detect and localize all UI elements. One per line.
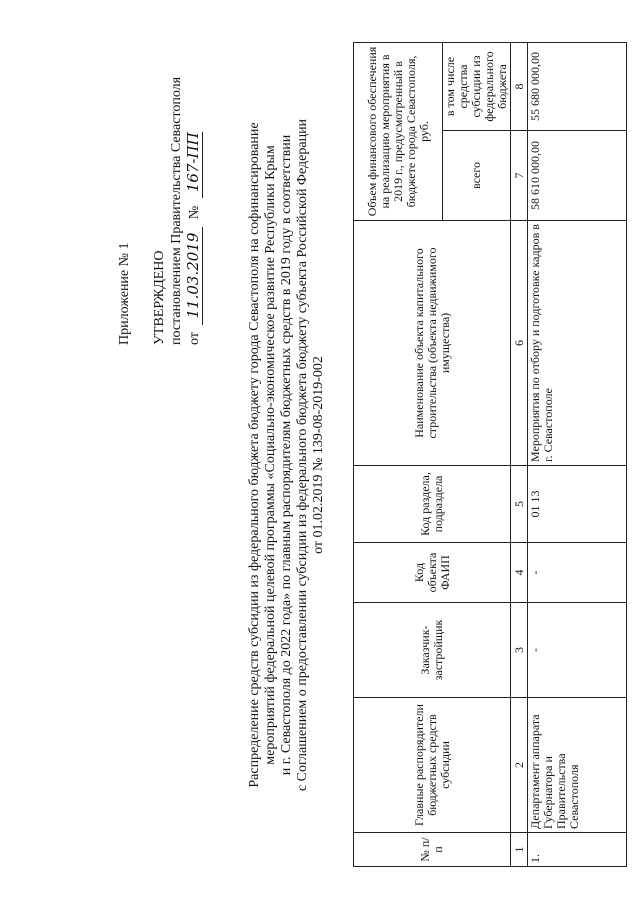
distribution-table: [353, 42, 627, 867]
column-number: 2: [511, 698, 528, 833]
title-line-5: от 01.02.2019 № 139-08-2019-002: [311, 356, 326, 554]
header-faip-code: Код объекта ФАИП: [354, 543, 511, 603]
approved-label: УТВЕРЖДЕНО: [152, 250, 167, 345]
handwritten-number: 167-ПП: [185, 132, 203, 198]
number-label: №: [187, 205, 202, 220]
document-title: [247, 95, 327, 815]
header-customer: Заказчик-застройщик: [354, 603, 511, 698]
row-object-name: Мероприятия по отбору и подготовке кадров в г. Севастополе: [528, 221, 627, 466]
column-number: 1: [511, 833, 528, 867]
row-manager: Департамент аппарата Губернатора и Правительства Севастополя: [528, 698, 627, 833]
column-number: 3: [511, 603, 528, 698]
row-faip-code: -: [528, 543, 627, 603]
table-header-row: [354, 43, 443, 867]
title-line-1: Распределение средств субсидии из федерального бюджета бюджету города Севастополя на софинансирование: [247, 122, 262, 788]
row-total: 58 610 000,00: [528, 131, 627, 221]
column-number: 4: [511, 543, 528, 603]
column-number: 7: [511, 131, 528, 221]
title-line-2: мероприятий федеральной целевой программы «Социально-экономическое развитие Республики Крым: [263, 145, 278, 765]
decree-date-number: [185, 15, 203, 345]
appendix-label: Приложение № 1: [117, 242, 132, 345]
row-section-code: 01 13: [528, 466, 627, 543]
column-number-row: [511, 43, 528, 867]
row-number: 1.: [528, 833, 627, 867]
header-total: всего: [443, 131, 511, 221]
title-line-4: с Соглашением о предоставлении субсидии из федерального бюджета бюджету субъекта Российской Федерации: [295, 118, 310, 792]
header-object-name: Наименование объекта капитального строительства (объекта недвижимого имущества): [354, 221, 511, 466]
handwritten-date: 11.03.2019: [185, 227, 203, 325]
row-federal: 55 680 000,00: [528, 43, 627, 131]
header-number: № п/п: [354, 833, 511, 867]
header-managers: Главные распорядители бюджетных средств субсидии: [354, 698, 511, 833]
from-label: от: [187, 332, 202, 345]
table-row: [528, 43, 627, 867]
decree-label: постановлением Правительства Севастополя: [169, 76, 184, 345]
header-federal: в том числе средства субсидии из федерального бюджета: [443, 43, 511, 131]
header-section-code: Код раздела, подраздела: [354, 466, 511, 543]
title-line-3: и г. Севастополя до 2022 года» по главным распорядителям бюджетных средств в 2019 году в соответствии: [279, 134, 294, 776]
header-funding: Объем финансового обеспечения на реализацию мероприятия в 2019 г., предусмотренный в бюджете города Севастополя, руб.: [354, 43, 443, 221]
column-number: 6: [511, 221, 528, 466]
column-number: 5: [511, 466, 528, 543]
column-number: 8: [511, 43, 528, 131]
row-customer: -: [528, 603, 627, 698]
approval-block: [116, 15, 203, 345]
